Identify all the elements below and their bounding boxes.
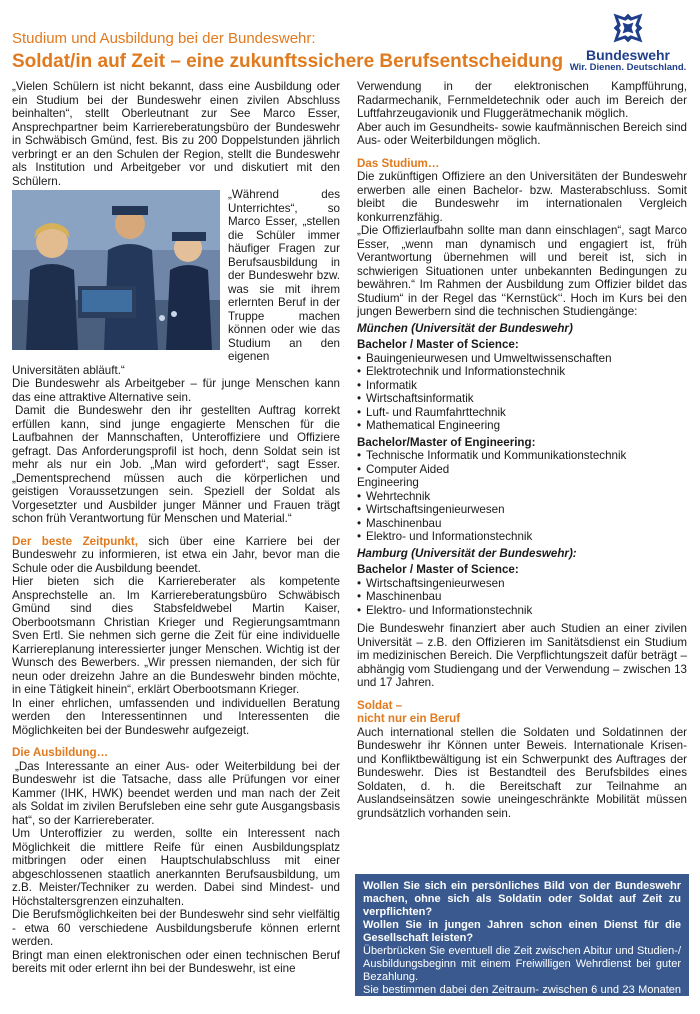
degree-list (357, 352, 687, 433)
university-heading: München (Universität der Bundeswehr) (357, 321, 573, 335)
paragraph: Hier bieten sich die Karriereberater als kompetente Ansprechstelle an. Im Karriereberatungsbüro Schwäbisch Gmünd sind dies Stabsfeldwebel Martin Kaiser, Oberbootsmann Christian Krieger und Regierungsamtmann Sven Ertl. Sie nehmen sich gerne die Zeit für eine individuelle Karriereplanung interessierter junger Menschen. Wichtig ist der Wunsch des Bewerbers. „Wir pressen niemanden, der sich für neun oder dreizehn Jahre an die Bundeswehr binden möchte, in eine Tätigkeit hinein“, erklärt Oberbootsmann Krieger. (12, 575, 340, 696)
degree-list (357, 449, 687, 476)
paragraph: In einer ehrlichen, umfassenden und individuellen Beratung werden den Interessentinnen und Interessenten die Möglichkeiten bei der Bundeswehr aufgezeigt. (12, 696, 340, 737)
info-text: Sie bestimmen dabei den Zeitraum- zwischen 6 und 23 Monaten ist alles möglich. (363, 984, 681, 1009)
paragraph (12, 535, 340, 576)
paragraph: Die zukünftigen Offiziere an den Universitäten der Bundeswehr erwerben alle einen Bachelor- bzw. Masterabschluss. Somit bleibt die Bundeswehr im internationalen Vergleich konkurrenzfähig. (357, 170, 687, 224)
info-question: Wollen Sie sich ein persönliches Bild von der Bundeswehr machen, ohne sich als Soldatin oder Soldat auf Zeit zu verpflichten? (363, 880, 681, 918)
degree-list (357, 490, 687, 544)
list-item: • Luft- und Raumfahrttechnik (357, 406, 687, 420)
degree-heading: Bachelor / Master of Science: (357, 338, 519, 351)
paragraph: Auch international stellen die Soldaten und Soldatinnen der Bundeswehr ihr Können unter Beweis. Internationale Krisen- und Konfliktbewältigung ist ein Schwerpunkt des Auftrages der Bundeswehr. Dies ist Bestandteil des Berufsbildes eines Soldaten, d. h. die Bereitschaft zur Teilnahme an Auslandseinsätzen sowie uneingeschränkte Mobilität müssen grundsätzlich vorhanden sein. (357, 725, 687, 820)
degree-list (357, 577, 687, 618)
bundeswehr-logo (568, 10, 688, 80)
article-header (12, 30, 572, 74)
info-box (355, 874, 689, 1009)
university-heading: Hamburg (Universität der Bundeswehr): (357, 546, 577, 560)
paragraph: „Während des Unterrichtes“, so Marco Esser, „stellen die Schüler immer häufiger Fragen zur Berufsausbildung in der Bundeswehr bzw. was sie mit ihrem erlernten Beruf in der Truppe machen können oder wie das Studium an den eigenen Universitäten abläuft.“ (12, 188, 340, 377)
logo-name: Bundeswehr (585, 47, 670, 63)
article-photo (12, 190, 220, 350)
list-item: • Maschinenbau (357, 517, 687, 531)
paragraph: Bringt man einen elektronischen oder einen technischen Beruf bereits mit oder erlernt ihn bei der Bundeswehr, ist eine (12, 948, 340, 975)
paragraph: Aber auch im Gesundheits- sowie kaufmännischen Bereich sind Aus- oder Weiterbildungen möglich. (357, 120, 687, 147)
right-column (357, 80, 687, 820)
paragraph: Die Berufsmöglichkeiten bei der Bundeswehr sind sehr vielfältig - etwa 60 verschiedene Ausbildungsberufe können erlernt werden. (12, 908, 340, 948)
subheading: Der beste Zeitpunkt, (12, 534, 138, 548)
subheading: Das Studium… (357, 156, 440, 170)
subheading: Die Ausbildung… (12, 746, 109, 759)
list-item: • Elektro- und Informationstechnik (357, 530, 687, 544)
logo-claim: Wir. Dienen. Deutschland. (569, 62, 687, 73)
left-column (12, 80, 340, 976)
kicker: Studium und Ausbildung bei der Bundeswehr: (12, 30, 316, 47)
subheading: Soldat – (357, 698, 403, 712)
list-item: • Technische Informatik und Kommunikationstechnik (357, 449, 687, 463)
degree-heading: Bachelor/Master of Engineering: (357, 435, 536, 449)
paragraph: „Das Interessante an einer Aus- oder Weiterbildung bei der Bundeswehr ist die Tatsache, dass alle Prüfungen vor einer Kammer (IHK, HWK) beendet werden und man nach der Zeit als Soldat im zivilen Berufsleben eine sehr gute Ausgangsbasis hat“, so der Karriereberater. (12, 759, 340, 827)
list-item: • Wirtschaftsingenieurwesen (357, 577, 687, 591)
subheading: nicht nur ein Beruf (357, 712, 461, 725)
paragraph: Um Unteroffizier zu werden, sollte ein Interessent nach Möglichkeit die mittlere Reife für einen Ausbildungsplatz mitbringen oder einen Hauptschulabschluss mit einer abgeschlossenen staatlich anerkannten Berufsausbildung, um z.B. Meister/Techniker zu werden. Dabei sind Mindest- und Höchstaltersgrenzen einzuhalten. (12, 827, 340, 908)
paragraph-text: sich über eine Karriere bei der Bundeswehr zu informieren, ist etwa ein Jahr, bevor man die Schule oder die Ausbildung beendet. (12, 534, 340, 575)
list-item: • Wirtschaftsinformatik (357, 392, 687, 406)
paragraph: Damit die Bundeswehr den ihr gestellten Auftrag korrekt erfüllen kann, sind junge engagierte Menschen für die Laufbahnen der Mannschaften, Unteroffiziere und Offiziere gefragt. Das Anforderungsprofil ist hoch, denn Soldat sein ist mehr als nur ein Job. „Man wird gefordert“, sagt Esser. „Dementsprechend müssen auch die körperlichen und geistigen Voraussetzungen sein. Speziell der Soldat als Vorgesetzter und Ausbilder junger Männer und Frauen trägt schon früh Verantwortung für Menschen und Material.“ (12, 404, 340, 525)
paragraph: Die Bundeswehr finanziert aber auch Studien an einer zivilen Universität – z.B. den Offizieren im Sanitätsdienst ein Studium im medizinischen Bereich. Die Verpflichtungszeit dafür beträgt – abhängig vom Studiengang und der Verwendung – zwischen 13 und 17 Jahren. (357, 622, 687, 689)
list-item: • Informatik (357, 379, 687, 393)
iron-cross-icon (610, 10, 646, 46)
degree-heading: Bachelor / Master of Science: (357, 563, 519, 576)
paragraph: „Vielen Schülern ist nicht bekannt, dass eine Ausbildung oder ein Studium bei der Bundeswehr einen zivilen Abschluss beinhalten“, stellt Oberleutnant zur See Marco Esser, Ansprechpartner beim Karriereberatungsbüro der Bundeswehr in Schwäbisch Gmünd, fest. Bis zu 200 Doppelstunden jährlich verbringt er an den Schulen der Region, stellt die Bundeswehr als Institution und Arbeitgeber vor und diskutiert mit den Schülern. (12, 80, 340, 188)
list-item: • Bauingenieurwesen und Umweltwissenschaften (357, 352, 687, 366)
info-text: Überbrücken Sie eventuell die Zeit zwischen Abitur und Studien-/ Ausbildungsbeginn mit einem Freiwilligen Wehrdienst bei guter Bezahlung. (363, 945, 681, 983)
list-item: • Elektro- und Informationstechnik (357, 604, 687, 618)
paragraph: „Die Offizierlaufbahn sollte man dann einschlagen“, sagt Marco Esser, „wenn man dynamisch und engagiert ist, früh Verantwortung übernehmen will und bereit ist, sich in schwierigen Situationen unter unbekannten Bedingungen zu bewähren.“ Im Rahmen der Ausbildung zum Offizier bildet das Studium“ in der Regel das ‘‘Kernstück‘‘. Hoch im Kurs bei den jungen Bewerbern sind die technischen Studiengänge: (357, 224, 687, 318)
list-item: • Mathematical Engineering (357, 419, 687, 433)
list-item: • Elektrotechnik und Informationstechnik (357, 365, 687, 379)
list-item: • Wehrtechnik (357, 490, 687, 504)
paragraph: Die Bundeswehr als Arbeitgeber – für junge Menschen kann das eine attraktive Alternative sein. (12, 377, 340, 404)
paragraph: Verwendung in der elektronischen Kampfführung, Radarmechanik, Fernmeldetechnik oder auch im Bereich der Luftfahrzeugavionik und Fluggerätmechanik möglich. (357, 80, 687, 120)
list-item: • Wirtschaftsingenieurwesen (357, 503, 687, 517)
info-question: Wollen Sie in jungen Jahren schon einen Dienst für die Gesellschaft leisten? (363, 919, 681, 944)
list-item: • Maschinenbau (357, 590, 687, 604)
list-item: • Computer Aided (357, 463, 687, 477)
list-continuation: Engineering (357, 476, 419, 489)
headline: Soldat/in auf Zeit – eine zukunftssichere Berufsentscheidung (12, 51, 564, 72)
